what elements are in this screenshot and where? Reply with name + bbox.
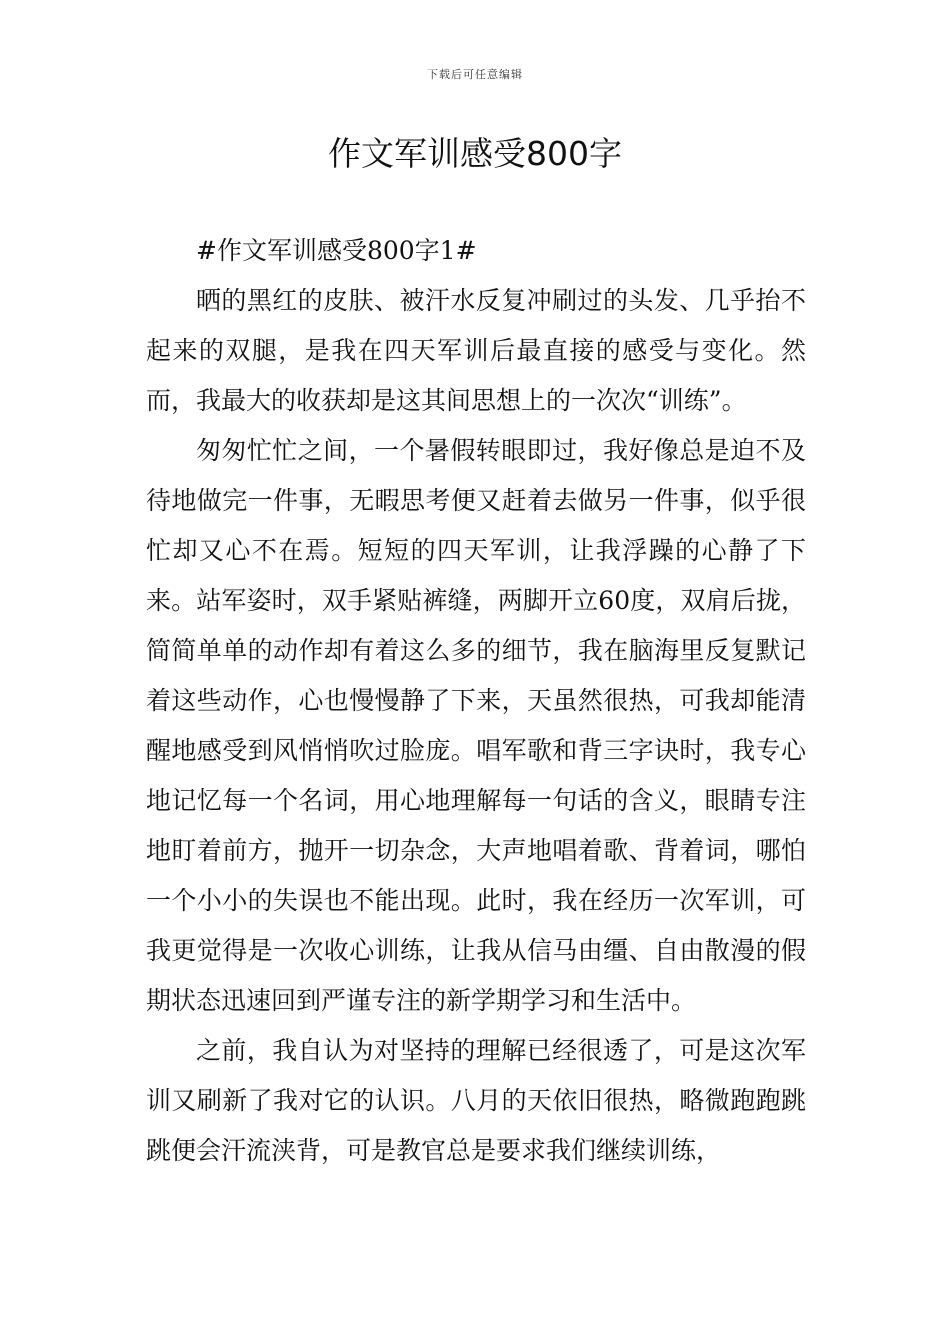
paragraph: 匆匆忙忙之间，一个暑假转眼即过，我好像总是迫不及待地做完一件事，无暇思考便又赶着去做另一件事，似乎很忙却又心不在焉。短短的四天军训，让我浮躁的心静了下来。站军姿时，双手紧贴裤缝，两脚开立60度，双肩后拢，简简单单的动作却有着这么多的细节，我在脑海里反复默记着这些动作，心也慢慢静了下来，天虽然很热，可我却能清醒地感受到风悄悄吹过脸庞。唱军歌和背三字诀时，我专心地记忆每一个名词，用心地理解每一句话的含义，眼睛专注地盯着前方，抛开一切杂念，大声地唱着歌、背着词，哪怕一个小小的失误也不能出现。此时，我在经历一次军训，可我更觉得是一次收心训练，让我从信马由缰、自由散漫的假期状态迅速回到严谨专注的新学期学习和生活中。	[146, 436, 806, 1015]
paragraph: 晒的黑红的皮肤、被汗水反复冲刷过的头发、几乎抬不起来的双腿，是我在四天军训后最直接的感受与变化。然而，我最大的收获却是这其间思想上的一次次“训练”。	[146, 286, 806, 415]
header-note: 下载后可任意编辑	[427, 68, 523, 81]
paragraph: 之前，我自认为对坚持的理解已经很透了，可是这次军训又刷新了我对它的认识。八月的天依旧很热，略微跑跑跳跳便会汗流浃背，可是教官总是要求我们继续训练，	[146, 1036, 806, 1165]
section-heading: #作文军训感受800字1#	[196, 236, 477, 265]
page-title: 作文军训感受800字	[328, 134, 622, 173]
document-body	[146, 226, 806, 1176]
